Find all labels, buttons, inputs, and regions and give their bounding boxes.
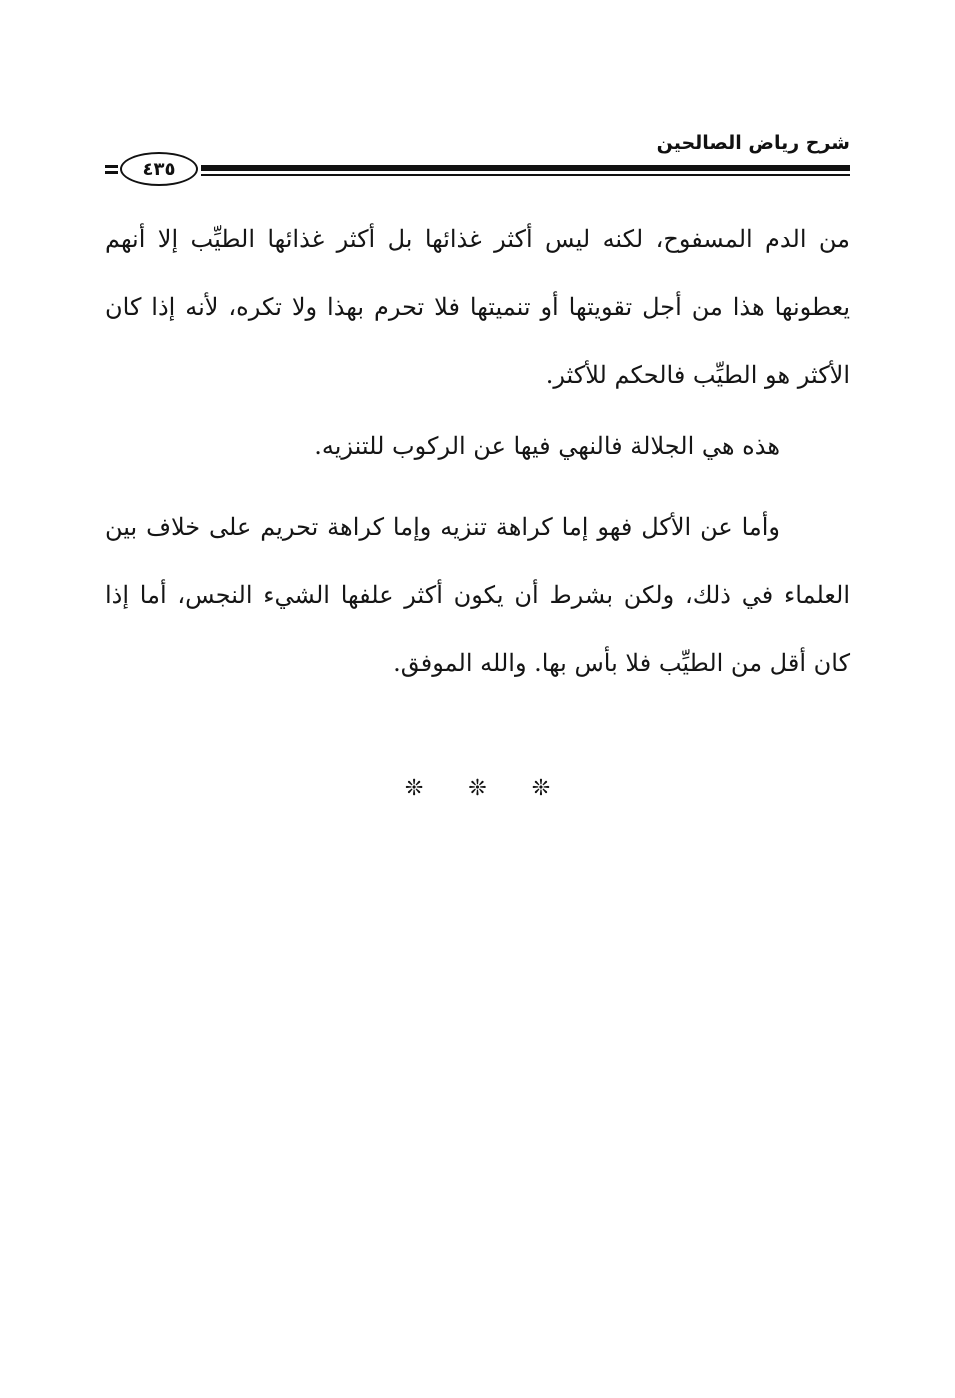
separator-star-icon: ❊ [531, 776, 551, 801]
paragraph-3: وأما عن الأكل فهو إما كراهة تنزيه وإما كراهة تحريم على خلاف بين العلماء في ذلك، ولكن بشرط أن يكون أكثر علفها الشيء النجس، أما إذا كان أقل من الطيِّب فلا بأس بها. والله الموفق. [105, 513, 850, 677]
paragraph-1: من الدم المسفوح، لكنه ليس أكثر غذائها بل أكثر غذائها الطيِّب إلا أنهم يعطونها هذا من أجل تقويتها أو تنميتها فلا تحرم بهذا ولا تكره، لأنه إذا كان الأكثر هو الطيِّب فالحكم للأكثر. [105, 225, 850, 389]
header-rule-thick [201, 165, 850, 171]
header-rule-thin [201, 174, 850, 176]
header-left-bars [105, 165, 118, 177]
separator-star-icon: ❊ [404, 776, 424, 801]
separator-star-icon: ❊ [468, 776, 487, 801]
paragraph-2: هذه هي الجلالة فالنهي فيها عن الركوب للتنزيه. [314, 432, 780, 460]
book-title: شرح رياض الصالحين [656, 132, 850, 154]
page-header [105, 125, 850, 185]
section-separator [0, 776, 955, 801]
page-number: ٤٣٥ [120, 152, 198, 186]
